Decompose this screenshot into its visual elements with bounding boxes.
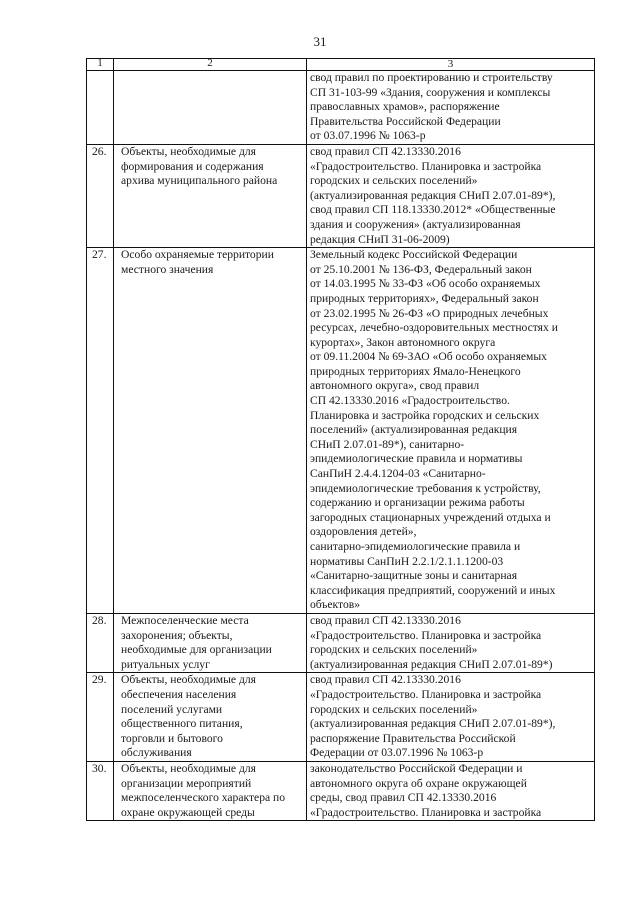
docs-text-line: загородных стационарных учреждений отдыха и xyxy=(310,510,551,524)
docs-text-line: «Санитарно-защитные зоны и санитарная xyxy=(310,569,518,583)
docs-text-line: среды, свод правил СП 42.13330.2016 xyxy=(310,791,497,805)
header-col-2: 2 xyxy=(114,59,307,71)
docs-text-line: классификация предприятий, сооружений и иных xyxy=(310,583,556,597)
object-text-line: Объекты, необходимые для xyxy=(121,673,256,687)
header-col-1: 1 xyxy=(87,59,114,71)
row-number: 28. xyxy=(92,613,107,627)
docs-text-line: природных территориях Ямало-Ненецкого xyxy=(310,364,521,378)
docs-text-line: эпидемиологические правила и нормативы xyxy=(310,452,523,466)
docs-text-line: Правительства Российской Федерации xyxy=(310,114,501,128)
row-number-cell xyxy=(87,761,114,820)
row-number-cell xyxy=(87,248,114,614)
docs-text-line: от 09.11.2004 № 69-ЗАО «Об особо охраняемых xyxy=(310,350,547,364)
docs-text-line: «Градостроительство. Планировка и застройка xyxy=(310,805,542,819)
docs-text-line: «Градостроительство. Планировка и застройка xyxy=(310,628,542,642)
docs-text-line: «Градостроительство. Планировка и застройка xyxy=(310,159,542,173)
docs-text-line: СП 42.13330.2016 «Градостроительство. xyxy=(310,394,510,408)
docs-text-line: санитарно-эпидемиологические правила и xyxy=(310,540,521,553)
normative-docs-cell xyxy=(307,761,595,820)
docs-text-line: законодательство Российской Федерации и xyxy=(310,761,523,775)
docs-text-line: свод правил СП 42.13330.2016 xyxy=(310,673,461,687)
docs-text-line: Планировка и застройка городских и сельских xyxy=(310,408,540,422)
object-text-line: общественного питания, xyxy=(121,717,243,731)
docs-text-line: СанПиН 2.4.4.1204-03 «Санитарно- xyxy=(310,467,486,481)
docs-text-line: от 14.03.1995 № 33-ФЗ «Об особо охраняемых xyxy=(310,277,541,291)
row-number: 26. xyxy=(92,144,107,158)
object-cell xyxy=(114,248,307,614)
object-text-line: обеспечения населения xyxy=(121,687,237,701)
object-text-line: обслуживания xyxy=(121,746,192,760)
object-text-line: Объекты, необходимые для xyxy=(121,144,256,158)
object-text-line: Межпоселенческие места xyxy=(121,613,249,627)
docs-text-line: автономного округа», свод правил xyxy=(310,379,480,393)
normative-docs-cell xyxy=(307,71,595,145)
object-text-line: формирования и содержания xyxy=(121,159,264,173)
docs-text-line: природных территориях», Федеральный закон xyxy=(310,291,539,305)
docs-text-line: «Градостроительство. Планировка и застройка xyxy=(310,687,542,701)
docs-text-line: свод правил по проектированию и строительству xyxy=(310,71,553,84)
docs-text-line: распоряжение Правительства Российской xyxy=(310,731,516,745)
row-number-cell xyxy=(87,71,114,145)
page-number: 31 xyxy=(313,34,327,49)
docs-text-line: городских и сельских поселений» xyxy=(310,174,478,188)
object-text-line: организации мероприятий xyxy=(121,776,252,790)
docs-text-line: эпидемиологические требования к устройству, xyxy=(310,481,541,495)
docs-text-line: свод правил СП 42.13330.2016 xyxy=(310,144,461,158)
header-col-3: 3 xyxy=(307,59,595,71)
object-text-line: Объекты, необходимые для xyxy=(121,761,256,775)
object-cell xyxy=(114,71,307,145)
docs-text-line: здания и сооружения» (актуализированная xyxy=(310,217,521,231)
object-text-line: ритуальных услуг xyxy=(121,657,210,671)
docs-text-line: православных храмов», распоряжение xyxy=(310,100,500,114)
regulation-table xyxy=(86,58,595,821)
object-text-line: необходимые для организации xyxy=(121,643,272,657)
object-cell xyxy=(114,144,307,247)
table-row xyxy=(87,71,595,145)
table-row xyxy=(87,673,595,762)
docs-text-line: оздоровления детей», xyxy=(310,525,417,539)
row-number: 27. xyxy=(92,248,107,262)
docs-text-line: (актуализированная редакция СНиП 2.07.01-89*), xyxy=(310,188,556,202)
docs-text-line: объектов» xyxy=(310,598,361,612)
docs-text-line: (актуализированная редакция СНиП 2.07.01-89*), xyxy=(310,717,556,731)
docs-text-line: курортах», Закон автономного округа xyxy=(310,335,496,349)
object-cell xyxy=(114,673,307,762)
docs-text-line: Федерации от 03.07.1996 № 1063-р xyxy=(310,746,484,760)
table-row xyxy=(87,144,595,247)
row-number: 29. xyxy=(92,673,107,687)
docs-text-line: от 23.02.1995 № 26-ФЗ «О природных лечебных xyxy=(310,306,549,320)
normative-docs-cell xyxy=(307,613,595,672)
docs-text-line: поселений» (актуализированная редакция xyxy=(310,423,518,437)
docs-text-line: Земельный кодекс Российской Федерации xyxy=(310,248,518,262)
row-number-cell xyxy=(87,613,114,672)
docs-text-line: городских и сельских поселений» xyxy=(310,702,478,716)
docs-text-line: от 03.07.1996 № 1063-р xyxy=(310,129,426,143)
docs-text-line: городских и сельских поселений» xyxy=(310,643,478,657)
table-row xyxy=(87,248,595,614)
docs-text-line: нормативы СанПиН 2.2.1/2.1.1.1200-03 xyxy=(310,554,504,568)
docs-text-line: редакция СНиП 31-06-2009) xyxy=(310,232,450,246)
table-header-row xyxy=(87,59,595,71)
object-cell xyxy=(114,761,307,820)
docs-text-line: (актуализированная редакция СНиП 2.07.01-89*) xyxy=(310,657,553,671)
normative-docs-cell xyxy=(307,248,595,614)
object-text-line: межпоселенческого характера по xyxy=(121,791,286,805)
row-number-cell xyxy=(87,673,114,762)
docs-text-line: СП 31-103-99 «Здания, сооружения и комплексы xyxy=(310,85,551,99)
object-cell xyxy=(114,613,307,672)
table-row xyxy=(87,761,595,820)
normative-docs-cell xyxy=(307,673,595,762)
object-text-line: охране окружающей среды xyxy=(121,805,255,819)
object-text-line: Особо охраняемые территории xyxy=(121,248,274,262)
object-text-line: захоронения; объекты, xyxy=(121,628,233,642)
object-text-line: поселений услугами xyxy=(121,702,223,716)
object-text-line: архива муниципального района xyxy=(121,174,278,188)
docs-text-line: автономного округа об охране окружающей xyxy=(310,776,527,790)
table-row xyxy=(87,613,595,672)
docs-text-line: ресурсах, лечебно-оздоровительных местностях и xyxy=(310,321,558,335)
row-number-cell xyxy=(87,144,114,247)
docs-text-line: свод правил СП 118.13330.2012* «Общественные xyxy=(310,203,556,217)
docs-text-line: СНиП 2.07.01-89*), санитарно- xyxy=(310,437,465,451)
object-text-line: местного значения xyxy=(121,262,214,276)
normative-docs-cell xyxy=(307,144,595,247)
docs-text-line: содержанию и организации режима работы xyxy=(310,496,525,510)
docs-text-line: от 25.10.2001 № 136-ФЗ, Федеральный закон xyxy=(310,262,532,276)
object-text-line: торговли и бытового xyxy=(121,731,223,745)
docs-text-line: свод правил СП 42.13330.2016 xyxy=(310,613,461,627)
row-number: 30. xyxy=(92,761,107,775)
